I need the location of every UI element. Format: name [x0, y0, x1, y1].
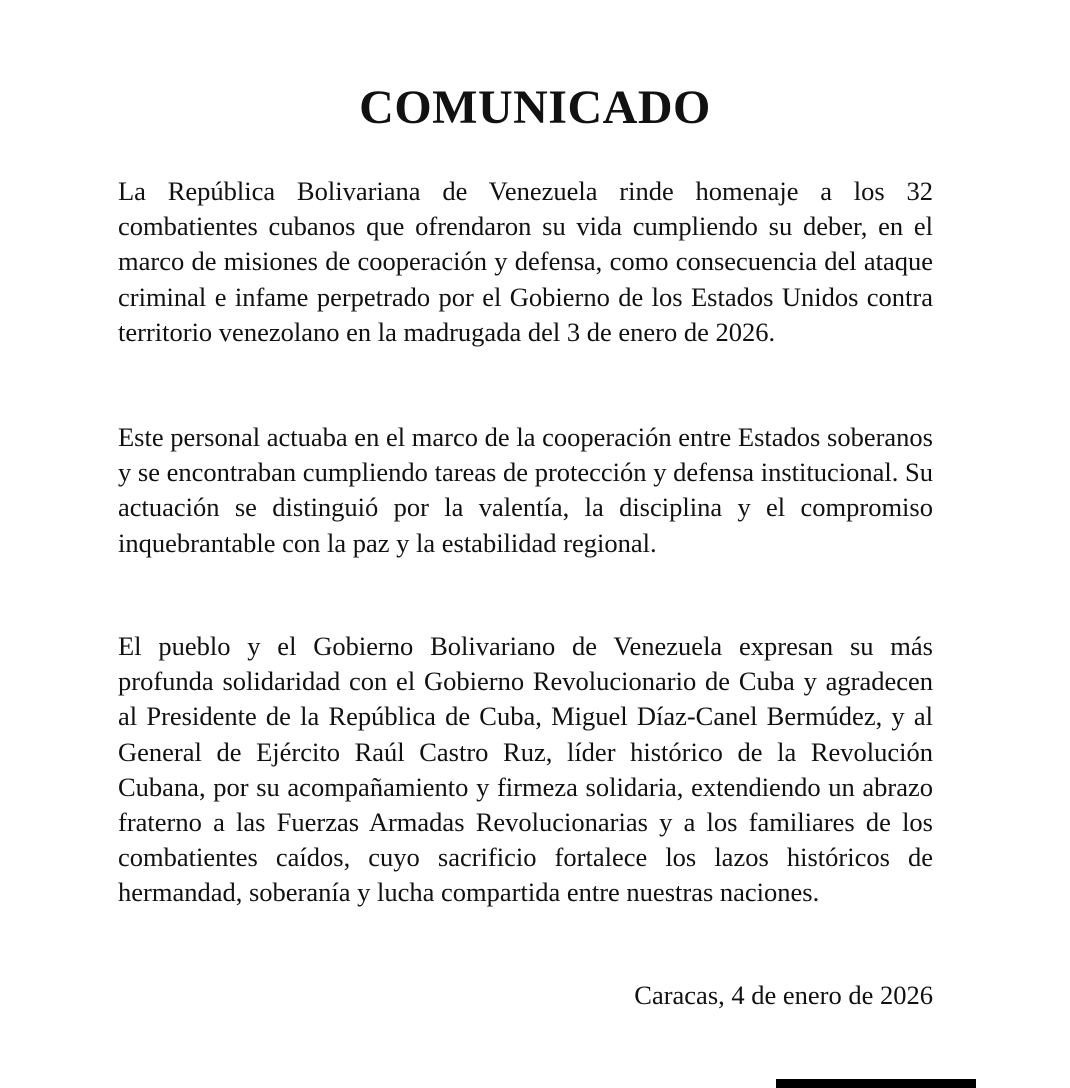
corner-bar-decoration [776, 1079, 976, 1088]
place-date-signoff: Caracas, 4 de enero de 2026 [634, 980, 933, 1010]
paragraph-personnel: Este personal actuaba en el marco de la cooperación entre Estados soberanos y se encontraban cumpliendo tareas de protección y defensa institucional. Su actuación se distinguió por la valentía, la disciplina y el compromiso inquebrantable con la paz y la estabilidad regional. [118, 422, 933, 558]
paragraph-solidarity: El pueblo y el Gobierno Bolivariano de Venezuela expresan su más profunda solidaridad con el Gobierno Revolucionario de Cuba y agradecen al Presidente de la República de Cuba, Miguel Díaz-Canel Bermúdez, y al General de Ejército Raúl Castro Ruz, líder histórico de la Revolución Cubana, por su acompañamiento y firmeza solidaria, extendiendo un abrazo fraterno a las Fuerzas Armadas Revolucionarias y a los familiares de los combatientes caídos, cuyo sacrificio fortalece los lazos históricos de hermandad, soberanía y lucha compartida entre nuestras naciones. [118, 631, 933, 908]
paragraph-homage: La República Bolivariana de Venezuela rinde homenaje a los 32 combatientes cubanos que ofrendaron su vida cumpliendo su deber, en el marco de misiones de cooperación y defensa, como consecuencia del ataque criminal e infame perpetrado por el Gobierno de los Estados Unidos contra territorio venezolano en la madrugada del 3 de enero de 2026. [118, 176, 933, 347]
document-title: COMUNICADO [359, 81, 711, 134]
